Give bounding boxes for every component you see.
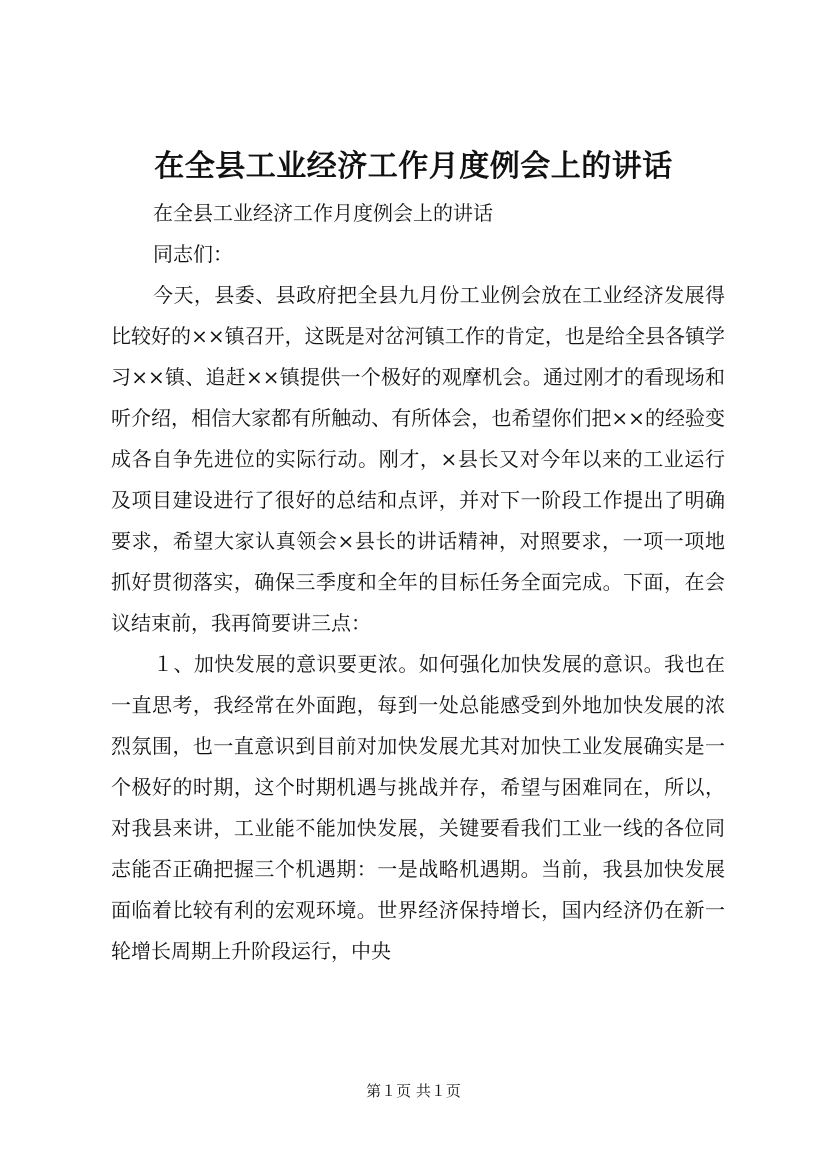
body-paragraph: 今天，县委、县政府把全县九月份工业例会放在工业经济发展得比较好的××镇召开，这既是对岔河镇工作的肯定，也是给全县各镇学习××镇、追赶××镇提供一个极好的观摩机会。通过刚才的看现场和听介绍，相信大家都有所触动、有所体会，也希望你们把××的经验变成各自争先进位的实际行动。刚才，×县长又对今年以来的工业运行及项目建设进行了很好的总结和点评，并对下一阶段工作提出了明确要求，希望大家认真领会×县长的讲话精神，对照要求，一项一项地抓好贯彻落实，确保三季度和全年的目标任务全面完成。下面，在会议结束前，我再简要讲三点： bbox=[111, 283, 725, 635]
salutation: 同志们： bbox=[153, 242, 233, 266]
body-paragraph: １、加快发展的意识要更浓。如何强化加快发展的意识。我也在一直思考，我经常在外面跑，每到一处总能感受到外地加快发展的浓烈氛围，也一直意识到目前对加快发展尤其对加快工业发展确实是一个极好的时期，这个时期机遇与挑战并存，希望与困难同在，所以，对我县来讲，工业能不能加快发展，关键要看我们工业一线的各位同志能否正确把握三个机遇期：一是战略机遇期。当前，我县加快发展面临着比较有利的宏观环境。世界经济保持增长，国内经济仍在新一轮增长周期上升阶段运行，中央 bbox=[111, 652, 725, 963]
document-subtitle: 在全县工业经济工作月度例会上的讲话 bbox=[153, 201, 493, 225]
document-title: 在全县工业经济工作月度例会上的讲话 bbox=[154, 149, 673, 184]
page-footer: 第１页 共１页 bbox=[366, 1082, 461, 1100]
document-body bbox=[111, 193, 725, 972]
